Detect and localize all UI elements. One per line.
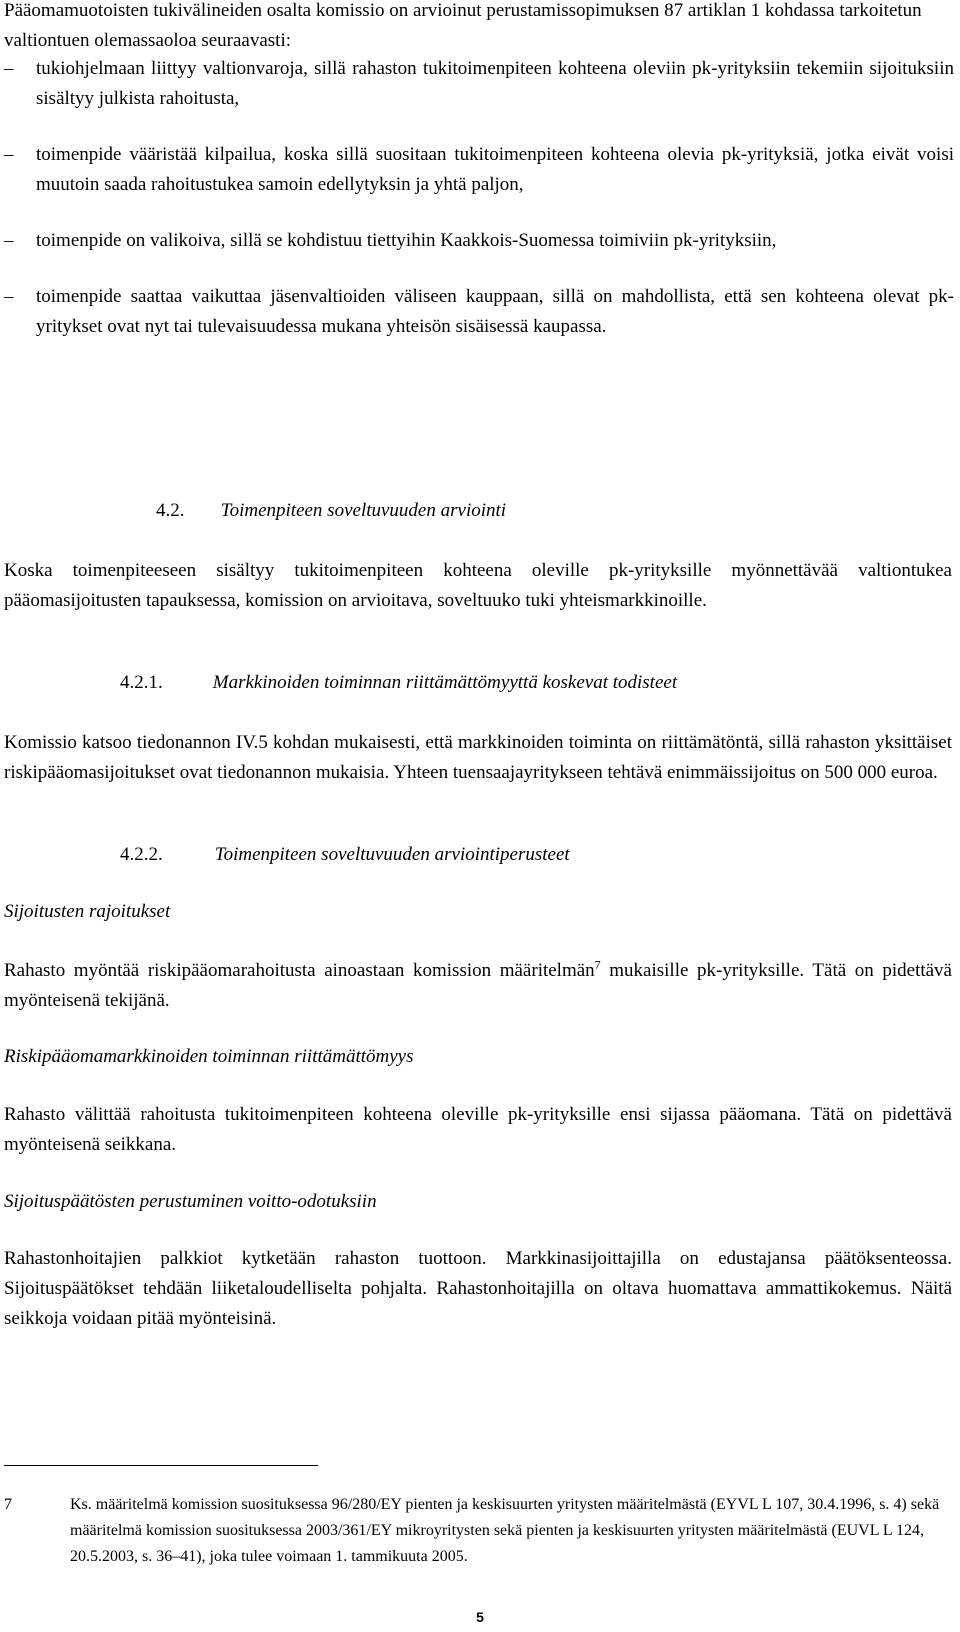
intro-paragraph: Pääomamuotoisten tukivälineiden osalta komissio on arvioinut perustamissopimuksen 87 artiklan 1 kohdassa tarkoitetun valtiontuen olemassaoloa seuraavasti:	[4, 0, 922, 51]
list-item-text: toimenpide saattaa vaikuttaa jäsenvaltioiden väliseen kauppaan, sillä on mahdollista, että sen kohteena olevat pk-yritykset ovat nyt tai tulevaisuudessa mukana yhteisön sisäisessä kaupassa.	[36, 286, 954, 337]
list-item	[4, 282, 954, 342]
paragraph-investment-limits	[4, 956, 952, 1016]
dash-marker: –	[4, 144, 14, 165]
footnote-number: 7	[4, 1496, 12, 1513]
section-title: Markkinoiden toiminnan riittämättömyyttä koskevat todisteet	[212, 672, 678, 693]
section-heading-4-2-2	[120, 840, 570, 870]
dash-marker: –	[4, 58, 14, 79]
dash-marker: –	[4, 286, 14, 307]
bullet-list	[4, 54, 954, 368]
section-number: 4.2.1.	[120, 672, 163, 693]
footnote-separator	[4, 1465, 318, 1466]
section-title: Toimenpiteen soveltuvuuden arviointi	[220, 500, 507, 521]
list-item-text: toimenpide vääristää kilpailua, koska sillä suositaan tukitoimenpiteen kohteena olevia pk-yrityksiä, jotka eivät voisi muutoin saada rahoitustukea samoin edellytyksin ja yhtä paljon,	[36, 144, 954, 195]
paragraph-text: mukaisille pk-yrityksille. Tätä on pidettävä myönteisenä tekijänä.	[4, 960, 952, 1011]
subheading-market-failure: Riskipääomamarkkinoiden toiminnan riittämättömyys	[4, 1046, 414, 1067]
list-item	[4, 140, 954, 200]
list-item	[4, 226, 954, 256]
dash-marker: –	[4, 230, 14, 251]
paragraph-text: Rahasto myöntää riskipääomarahoitusta ainoastaan komission määritelmän	[4, 960, 595, 981]
footnote	[4, 1492, 952, 1570]
section-number: 4.2.	[156, 500, 185, 521]
paragraph-4-2-1: Komissio katsoo tiedonannon IV.5 kohdan mukaisesti, että markkinoiden toiminta on riittämätöntä, sillä rahaston yksittäiset riskipääomasijoitukset ovat tiedonannon mukaisia. Yhteen tuensaajayritykseen tehtävä enimmäissijoitus on 500 000 euroa.	[4, 732, 952, 783]
section-number: 4.2.2.	[120, 844, 163, 865]
paragraph-profit-driven: Rahastonhoitajien palkkiot kytketään rahaston tuottoon. Markkinasijoittajilla on edustajansa päätöksenteossa. Sijoituspäätökset tehdään liiketaloudelliselta pohjalta. Rahastonhoitajilla on oltava huomattava ammattikokemus. Näitä seikkoja voidaan pitää myönteisinä.	[4, 1248, 952, 1329]
footnote-text: Ks. määritelmä komission suosituksessa 96/280/EY pienten ja keskisuurten yritysten määritelmästä (EYVL L 107, 30.4.1996, s. 4) sekä määritelmä komission suosituksessa 2003/361/EY mikroyritysten sekä pienten ja keskisuurten yritysten määritelmästä (EUVL L 124, 20.5.2003, s. 36–41), joka tulee voimaan 1. tammikuuta 2005.	[70, 1496, 940, 1565]
subheading-profit-driven: Sijoituspäätösten perustuminen voitto-odotuksiin	[4, 1191, 377, 1212]
section-heading-4-2	[156, 496, 506, 526]
page-number: 5	[476, 1609, 484, 1625]
footnote-ref[interactable]: 7	[594, 957, 601, 972]
section-title: Toimenpiteen soveltuvuuden arviointiperusteet	[214, 844, 570, 865]
paragraph-market-failure: Rahasto välittää rahoitusta tukitoimenpiteen kohteena oleville pk-yrityksille ensi sijassa pääomana. Tätä on pidettävä myönteisenä seikkana.	[4, 1104, 952, 1155]
section-heading-4-2-1	[120, 668, 677, 698]
list-item	[4, 54, 954, 114]
subheading-investment-limits: Sijoitusten rajoitukset	[4, 901, 171, 922]
paragraph-4-2: Koska toimenpiteeseen sisältyy tukitoimenpiteen kohteena oleville pk-yrityksille myönnettävää valtiontukea pääomasijoitusten tapauksessa, komission on arvioitava, soveltuuko tuki yhteismarkkinoille.	[4, 560, 952, 611]
list-item-text: toimenpide on valikoiva, sillä se kohdistuu tiettyihin Kaakkois-Suomessa toimiviin pk-yrityksiin,	[36, 230, 777, 251]
list-item-text: tukiohjelmaan liittyy valtionvaroja, sillä rahaston tukitoimenpiteen kohteena oleviin pk-yrityksiin tekemiin sijoituksiin sisältyy julkista rahoitusta,	[36, 58, 954, 109]
